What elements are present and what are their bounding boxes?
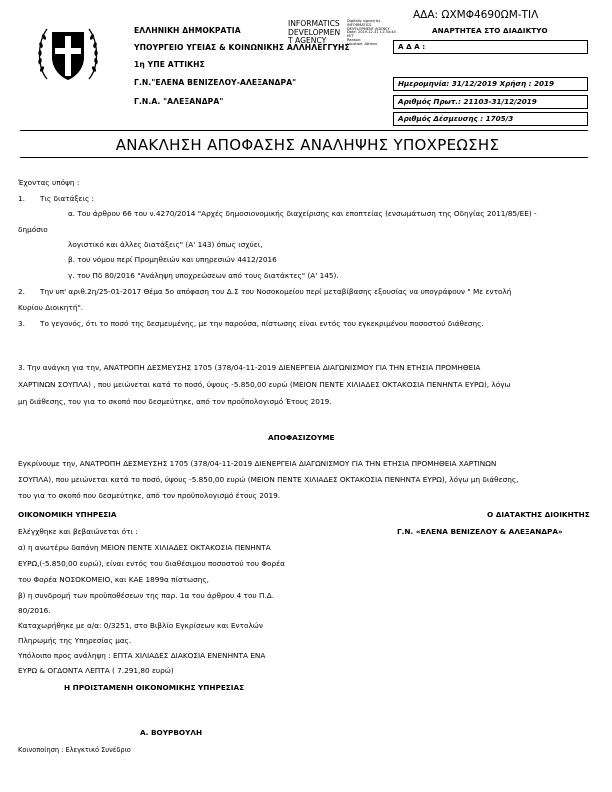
ada-box-label: Α Δ Α : [398, 42, 426, 51]
date-box [393, 77, 588, 91]
item-1a-cont-1: δημόσιο [18, 225, 48, 234]
item-1b-text: β. του νόμου περί Προμηθειών και υπηρεσιών 4412/2016 [68, 255, 277, 264]
header-line-health-region: 1η ΥΠΕ ΑΤΤΙΚΗΣ [134, 60, 205, 69]
item-1-text: Τις διατάξεις : [40, 194, 95, 203]
having-regard-label: Έχοντας υπόψη : [18, 178, 80, 187]
signature-company-line: T AGENCY [288, 36, 327, 45]
item-1a-cont-2: λογιστικό και άλλες διατάξεις" (Α' 143) όπως ισχύει, [68, 240, 263, 249]
finance-line: 80/2016. [18, 606, 51, 615]
need-paragraph-line: ΧΑΡΤΙΝΩΝ ΣΟΥΠΛΑ) , που μειώνεται κατά το ποσό, ύψους -5.850,00 ευρώ (ΜΕΙΟΝ ΠΕΝΤΕ ΧΙΛΙΑΔΕΣ ΟΚΤΑΚΟΣΙΑ ΠΕΝΗΝΤΑ ΕΥΡΩ), λόγω [18, 380, 511, 389]
finance-line: του Φορέα ΝΟΣΟΚΟΜΕΙΟ, και ΚΑΕ 1899α πίστωσης, [18, 575, 209, 584]
signature-details [347, 20, 396, 47]
signature-detail-line: Reason: [347, 37, 362, 42]
date-box-label: Ημερομηνία: 31/12/2019 Χρήση : 2019 [398, 79, 554, 88]
item-1-number: 1. [18, 194, 25, 203]
item-1a-text: α. Του άρθρου 66 του ν.4270/2014 "Αρχές δημοσιονομικής διαχείρισης και εποπτείας (ενσωμάτωση της Οδηγίας 2011/85/ΕΕ) - [68, 209, 537, 218]
header-line-hospital-short: Γ.Ν.Α. "ΑΛΕΞΑΝΔΡΑ" [134, 97, 224, 106]
notification-line: Κοινοποίηση : Ελεγκτικό Συνέδριο [18, 746, 131, 754]
signature-detail-line: EET [347, 34, 354, 39]
page-title: ΑΝΑΚΛΗΣΗ ΑΠΟΦΑΣΗΣ ΑΝΑΛΗΨΗΣ ΥΠΟΧΡΕΩΣΗΣ [115, 136, 500, 154]
decide-heading: ΑΠΟΦΑΣΙΖΟΥΜΕ [268, 433, 335, 442]
finance-line: Πληρωμής της Υπηρεσίας μας. [18, 636, 132, 645]
item-2-cont: Κυρίου Διοικητή". [18, 303, 84, 312]
signature-company-line: DEVELOPMEN [288, 27, 341, 37]
finance-signatory: Α. ΒΟΥΡΒΟΥΛΗ [140, 728, 203, 737]
finance-line: Υπόλοιπο προς ανάληψη : ΕΠΤΑ ΧΙΛΙΑΔΕΣ ΔΙΑΚΟΣΙΑ ΕΝΕΝΗΝΤΑ ΕΝΑ [18, 651, 266, 660]
header-line-hospital: Γ.Ν."ΕΛΕΝΑ ΒΕΝΙΖΕΛΟΥ-ΑΛΕΞΑΝΔΡΑ" [134, 78, 297, 87]
need-paragraph-line: μη διάθεσης, του για το σκοπό που δεσμεύτηκε, από τον προϋπολογισμό Έτους 2019. [18, 397, 332, 406]
signature-detail-line: Digitally signed by [347, 19, 381, 23]
approval-paragraph-line: του για το σκοπό που δεσμεύτηκε, από τον προϋπολογισμό έτους 2019. [18, 491, 281, 500]
finance-heading: ΟΙΚΟΝΟΜΙΚΗ ΥΠΗΡΕΣΙΑ [18, 510, 117, 519]
posting-note: ΑΝΑΡΤΗΤΕΑ ΣΤΟ ΔΙΑΔΙΚΤΥΟ [432, 26, 548, 35]
finance-line: β) η συνδρομή των προϋποθέσεων της παρ. 1α του άρθρου 4 του Π.Δ. [18, 591, 275, 600]
item-3-number: 3. [18, 319, 25, 328]
signature-detail-line: INFORMATICS [347, 22, 372, 27]
finance-line: ΕΥΡΩ,(-5.850,00 ευρώ), είναι εντός του διαθέσιμου ποσοστού του Φορέα [18, 559, 285, 568]
need-paragraph-line: 3. Την ανάγκη για την, ΑΝΑΤΡΟΠΗ ΔΕΣΜΕΥΣΗΣ 1705 (378/04-11-2019 ΔΙΕΝΕΡΓΕΙΑ ΔΙΑΓΩΝΙΣΜΟΥ ΓΙΑ ΤΗΝ ΕΤΗΣΙΑ ΠΡΟΜΗΘΕΙΑ [18, 363, 481, 372]
finance-line: α) η ανωτέρω δαπάνη ΜΕΙΟΝ ΠΕΝΤΕ ΧΙΛΙΑΔΕΣ ΟΚΤΑΚΟΣΙΑ ΠΕΝΗΝΤΑ [18, 543, 271, 552]
signature-company-line: INFORMATICS [288, 19, 340, 28]
digital-signature-stamp [288, 20, 340, 46]
head-of-finance-title: Η ΠΡΟΙΣΤΑΜΕΝΗ ΟΙΚΟΝΟΜΙΚΗΣ ΥΠΗΡΕΣΙΑΣ [64, 683, 245, 692]
finance-line: Καταχωρήθηκε με α/α: 0/3251, στο Βιβλίο Εγκρίσεων και Εντολών [18, 621, 263, 630]
item-1c-text: γ. του Πδ 80/2016 "Ανάληψη υποχρεώσεων από τους διατάκτες" (Α' 145). [68, 271, 339, 280]
title-rule-bottom [20, 157, 588, 158]
approval-paragraph-line: ΣΟΥΠΛΑ), που μειώνεται κατά το ποσό, ύψους -5.850,00 ευρώ (ΜΕΙΟΝ ΠΕΝΤΕ ΧΙΛΙΑΔΕΣ ΟΚΤΑΚΟΣΙΑ ΠΕΝΗΝΤΑ ΕΥΡΩ), λόγω μη διάθεσης, [18, 475, 519, 484]
approval-paragraph-line: Εγκρίνουμε την, ΑΝΑΤΡΟΠΗ ΔΕΣΜΕΥΣΗΣ 1705 (378/04-11-2019 ΔΙΕΝΕΡΓΕΙΑ ΔΙΑΓΩΝΙΣΜΟΥ ΓΙΑ ΤΗΝ ΕΤΗΣΙΑ ΠΡΟΜΗΘΕΙΑ ΧΑΡΤΙΝΩΝ [18, 459, 497, 468]
title-rule-top [20, 130, 588, 131]
signature-detail-line: DEVELOPMENT AGENCY [347, 26, 390, 31]
director-organization: Γ.Ν. «ΕΛΕΝΑ ΒΕΝΙΖΕΛΟΥ & ΑΛΕΞΑΝΔΡΑ» [397, 527, 563, 536]
item-3-text: Το γεγονός, ότι το ποσό της δεσμευμένης, με την παρούσα, πίστωσης είναι εντός του εγκεκριμένου ποσοστού διάθεσης. [40, 319, 484, 328]
commitment-box [393, 112, 588, 126]
finance-line: ΕΥΡΩ & ΟΓΔΟΝΤΑ ΛΕΠΤΑ ( 7.291,80 ευρώ) [18, 666, 174, 675]
greek-emblem-icon [33, 19, 103, 89]
commitment-box-label: Αριθμός Δέσμευσης : 1705/3 [398, 114, 514, 123]
protocol-box-label: Αριθμός Πρωτ.: 21103-31/12/2019 [398, 97, 537, 106]
item-2-text: Την υπ' αριθ.2η/25-01-2017 Θέμα 5ο απόφαση του Δ.Σ του Νοσοκομείου περί μεταβίβασης εξουσίας να υπογράφουν " Με εντολή [40, 287, 512, 296]
signature-detail-line: Location: Athens [347, 41, 377, 46]
signature-detail-line: Date: 2019.12.31 11:34:44 [347, 30, 396, 35]
director-title: Ο ΔΙΑΤΑΚΤΗΣ ΔΙΟΙΚΗΤΗΣ [487, 510, 590, 519]
header-line-republic: ΕΛΛΗΝΙΚΗ ΔΗΜΟΚΡΑΤΙΑ [134, 26, 241, 35]
item-2-number: 2. [18, 287, 25, 296]
ada-box [393, 40, 588, 54]
protocol-box [393, 95, 588, 109]
header-line-ministry: ΥΠΟΥΡΓΕΙΟ ΥΓΕΙΑΣ & ΚΟΙΝΩΝΙΚΗΣ ΑΛΛΗΛΕΓΓΥΗΣ [134, 43, 350, 52]
ada-code: ΑΔΑ: ΩΧΜΦ4690ΩΜ-ΤΙΛ [413, 9, 539, 21]
finance-line: Ελέγχθηκε και βεβαιώνεται ότι : [18, 527, 138, 536]
